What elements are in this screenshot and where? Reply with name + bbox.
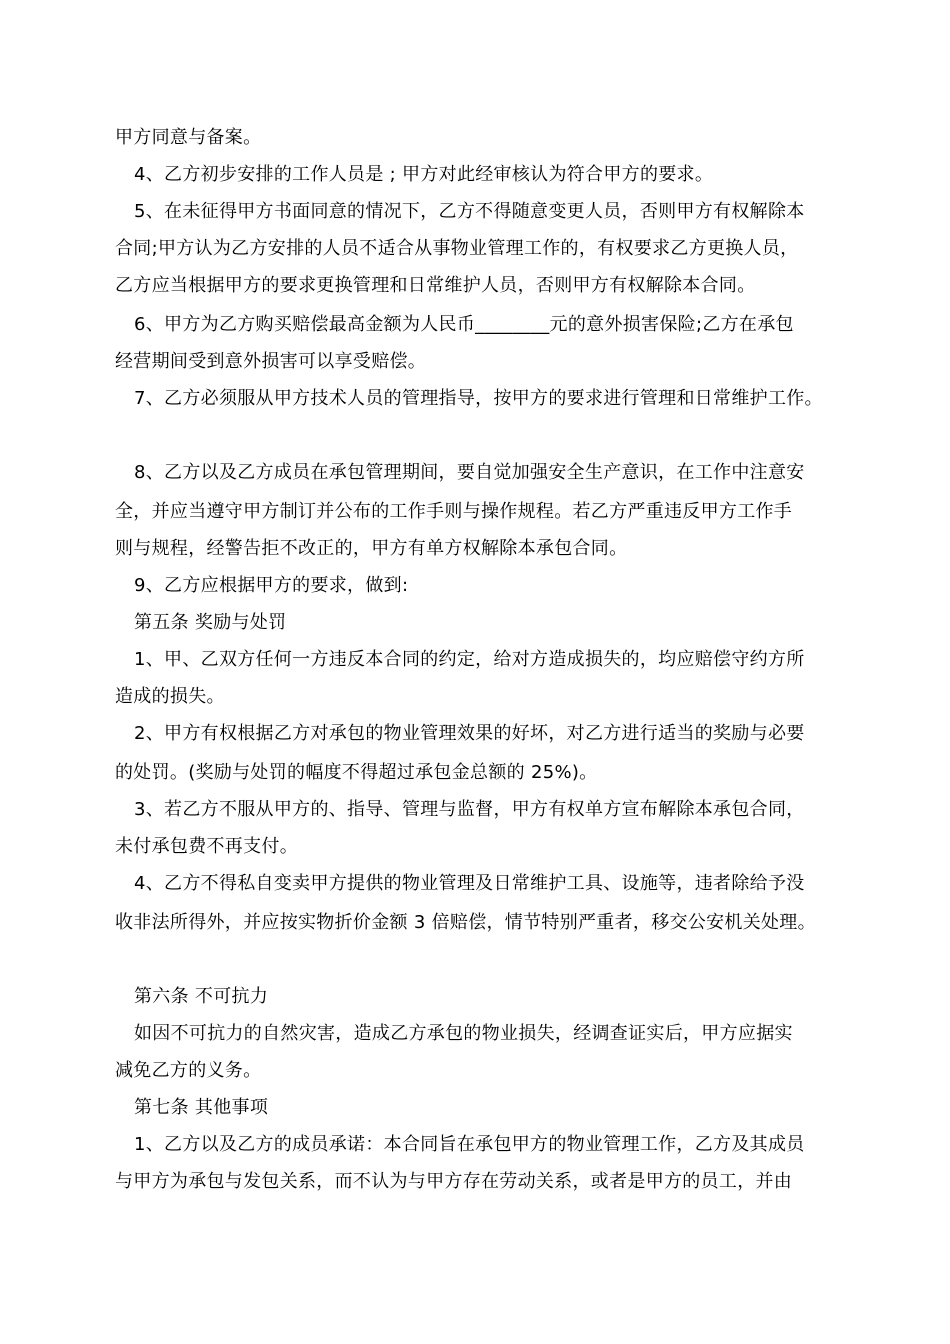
- text-line: 4、乙方不得私自变卖甲方提供的物业管理及日常维护工具、设施等，违者除给予没: [134, 873, 805, 894]
- text-line: 2、甲方有权根据乙方对承包的物业管理效果的好坏，对乙方进行适当的奖励与必要: [134, 723, 805, 744]
- section-heading: 第六条 不可抗力: [134, 986, 269, 1007]
- section-heading: 第五条 奖励与处罚: [134, 612, 287, 633]
- text-line: 5、在未征得甲方书面同意的情况下，乙方不得随意变更人员，否则甲方有权解除本: [134, 201, 805, 222]
- text-line: 造成的损失。: [115, 686, 225, 707]
- text-line: 减免乙方的义务。: [115, 1060, 262, 1081]
- text-line: 则与规程，经警告拒不改正的，甲方有单方权解除本承包合同。: [115, 538, 628, 559]
- text-line: 全，并应当遵守甲方制订并公布的工作手则与操作规程。若乙方严重违反甲方工作手: [115, 501, 793, 522]
- text-line: 3、若乙方不服从甲方的、指导、管理与监督，甲方有权单方宣布解除本承包合同，: [134, 799, 805, 820]
- text-line: 7、乙方必须服从甲方技术人员的管理指导，按甲方的要求进行管理和日常维护工作。: [134, 388, 823, 409]
- section-heading: 第七条 其他事项: [134, 1097, 269, 1118]
- text-line: 4、乙方初步安排的工作人员是 ; 甲方对此经审核认为符合甲方的要求。: [134, 164, 714, 185]
- text-line: 9、乙方应根据甲方的要求，做到:: [134, 575, 409, 596]
- text-line: 收非法所得外，并应按实物折价金额 3 倍赔偿，情节特别严重者，移交公安机关处理。: [115, 912, 816, 933]
- text-line: 如因不可抗力的自然灾害，造成乙方承包的物业损失，经调查证实后，甲方应据实: [134, 1023, 793, 1044]
- text-line: 甲方同意与备案。: [115, 127, 262, 148]
- text-line: 1、甲、乙双方任何一方违反本合同的约定，给对方造成损失的，均应赔偿守约方所: [134, 649, 805, 670]
- text-line: 未付承包费不再支付。: [115, 836, 298, 857]
- text-line: 6、甲方为乙方购买赔偿最高金额为人民币________元的意外损害保险;乙方在承包: [134, 314, 794, 335]
- text-line: 合同;甲方认为乙方安排的人员不适合从事物业管理工作的，有权要求乙方更换人员，: [115, 238, 799, 259]
- text-line: 与甲方为承包与发包关系，而不认为与甲方存在劳动关系，或者是甲方的员工，并由: [115, 1171, 793, 1192]
- text-line: 经营期间受到意外损害可以享受赔偿。: [115, 351, 427, 372]
- text-line: 乙方应当根据甲方的要求更换管理和日常维护人员，否则甲方有权解除本合同。: [115, 275, 756, 296]
- text-line: 8、乙方以及乙方成员在承包管理期间，要自觉加强安全生产意识，在工作中注意安: [134, 462, 805, 483]
- text-line: 的处罚。(奖励与处罚的幅度不得超过承包金总额的 25%)。: [115, 762, 598, 783]
- text-line: 1、乙方以及乙方的成员承诺：本合同旨在承包甲方的物业管理工作，乙方及其成员: [134, 1134, 805, 1155]
